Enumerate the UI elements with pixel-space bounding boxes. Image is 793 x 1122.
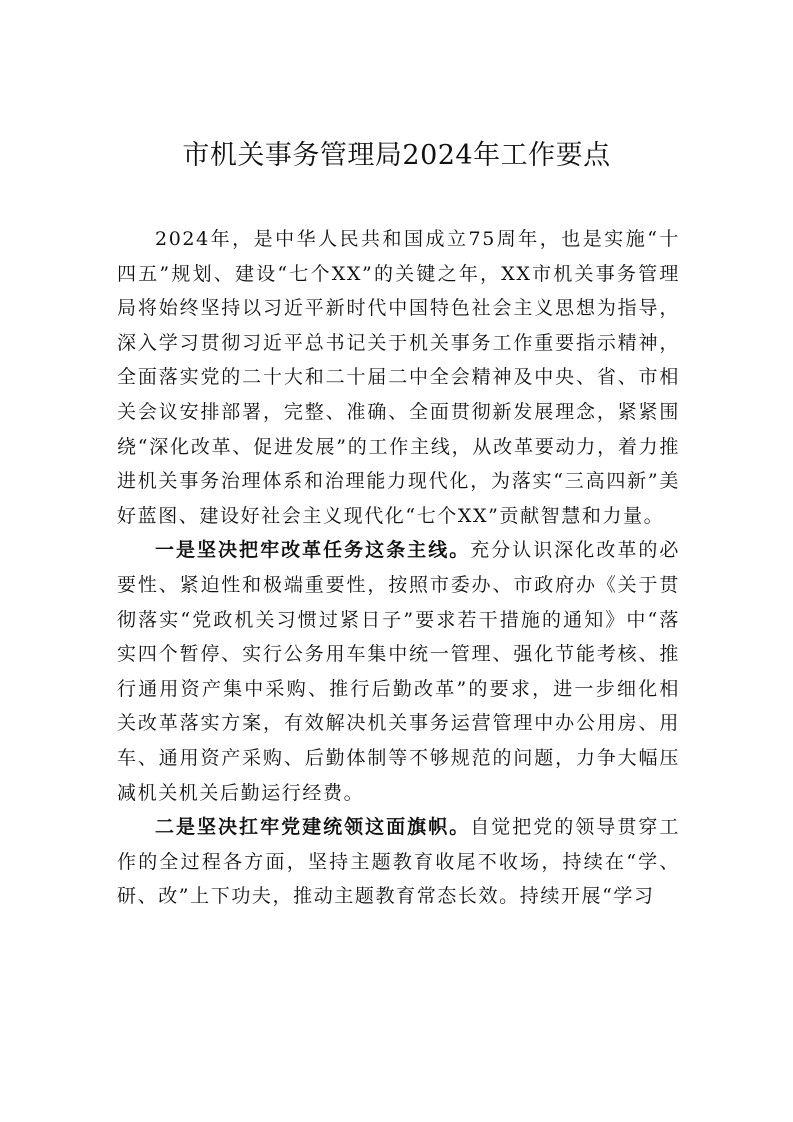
- paragraph-intro-text: 2024年，是中华人民共和国成立75周年，也是实施“十四五”规划、建设“七个XX”的关键之年，XX市机关事务管理局将始终坚持以习近平新时代中国特色社会主义思想为指导，深入学习贯彻习近平总书记关于机关事务工作重要指示精神，全面落实党的二十大和二十届二中全会精神及中央、省、市相关会议安排部署，完整、准确、全面贯彻新发展理念，紧紧围绕“深化改革、促进发展”的工作主线，从改革要动力，着力推进机关事务治理体系和治理能力现代化，为落实“三高四新”美好蓝图、建设好社会主义现代化“七个XX”贡献智慧和力量。: [117, 228, 680, 527]
- paragraph-reform-text: 充分认识深化改革的必要性、紧迫性和极端重要性，按照市委办、市政府办《关于贯彻落实“党政机关习惯过紧日子”要求若干措施的通知》中“落实四个暂停、实行公务用车集中统一管理、强化节能考核、推行通用资产集中采购、推行后勤改革”的要求，进一步细化相关改革落实方案，有效解决机关事务运营管理中办公用房、用车、通用资产采购、后勤体制等不够规范的问题，力争大幅压减机关机关后勤运行经费。: [117, 539, 680, 804]
- paragraph-party-building-text: 自觉把党的领导贯穿工作的全过程各方面，坚持主题教育收尾不收场，持续在“学、研、改”上下功夫，推动主题教育常态长效。持续开展“学习: [117, 816, 680, 908]
- paragraph-party-building-heading: 二是坚决扛牢党建统领这面旗帜。: [155, 816, 471, 839]
- paragraph-intro: [117, 222, 680, 533]
- document-body: [117, 222, 680, 914]
- paragraph-party-building: [117, 810, 680, 914]
- paragraph-reform-heading: 一是坚决把牢改革任务这条主线。: [155, 539, 471, 562]
- document-title: 市机关事务管理局2024年工作要点: [182, 140, 611, 171]
- paragraph-reform: [117, 533, 680, 810]
